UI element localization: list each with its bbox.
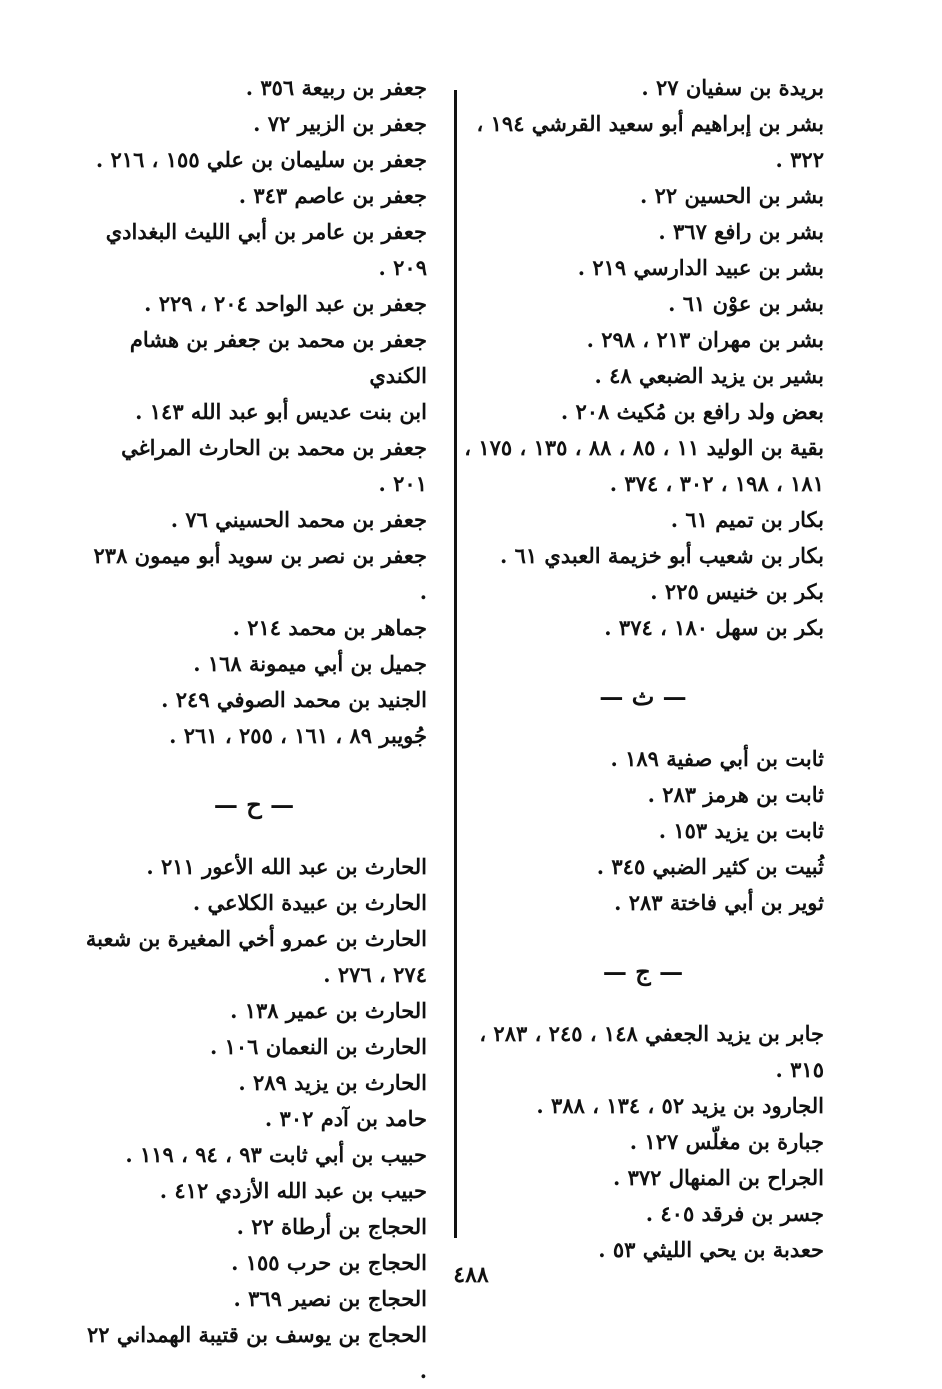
index-entry: بشر بن عبيد الدارسي ٢١٩ . xyxy=(577,255,824,280)
index-entry: بشر بن مهران ٢١٣ ، ٢٩٨ . xyxy=(586,327,824,352)
index-entry: الجارود بن يزيد ٥٢ ، ١٣٤ ، ٣٨٨ . xyxy=(536,1093,824,1118)
right-column xyxy=(462,70,824,1268)
section-header-jim: — ج — xyxy=(602,957,684,986)
index-entry: جسر بن فرقد ٤٠٥ . xyxy=(645,1201,824,1226)
index-entry: ثابت بن يزيد ١٥٣ . xyxy=(658,818,824,843)
index-entry: جعفر بن نصر بن سويد أبو ميمون ٢٣٨ . xyxy=(93,543,427,604)
index-entry: بقية بن الوليد ١١ ، ٨٥ ، ٨٨ ، ١٣٥ ، ١٧٥ ، ١٨١ ، ١٩٨ ، ٣٠٢ ، ٣٧٤ . xyxy=(464,435,824,496)
section-header-ha: — ح — xyxy=(213,790,295,819)
entry-list-tha xyxy=(462,741,824,921)
index-entry: بكر بن خنيس ٢٢٥ . xyxy=(650,579,824,604)
index-entry: الحارث بن عبد الله الأعور ٢١١ . xyxy=(146,854,427,879)
index-entry: الحارث بن يزيد ٢٨٩ . xyxy=(238,1070,427,1095)
entry-list-jim-cont xyxy=(81,70,427,754)
index-entry: جبارة بن مغلّس ١٢٧ . xyxy=(629,1129,824,1154)
column-divider xyxy=(454,90,457,1238)
index-entry: جعفر بن عامر بن أبي الليث البغدادي ٢٠٩ . xyxy=(105,219,427,280)
index-entry: حبيب بن أبي ثابت ٩٣ ، ٩٤ ، ١١٩ . xyxy=(125,1142,427,1167)
entry-list-jim xyxy=(462,1016,824,1268)
index-entry: حبيب بن عبد الله الأزدي ٤١٢ . xyxy=(159,1178,427,1203)
index-entry: الحارث بن عبيدة الكلاعي . xyxy=(192,890,427,915)
index-entry: ثابت بن هرمز ٢٨٣ . xyxy=(647,782,824,807)
index-entry: ثابت بن أبي صفية ١٨٩ . xyxy=(610,746,824,771)
index-entry: بكار بن شعيب أبو خزيمة العبدي ٦١ . xyxy=(499,543,824,568)
index-entry: ثُبيت بن كثير الضبي ٣٤٥ . xyxy=(596,854,824,879)
index-entry: جميل بن أبي ميمونة ١٦٨ . xyxy=(193,651,427,676)
index-entry: الحجاج بن نصير ٣٦٩ . xyxy=(233,1286,427,1311)
index-entry: بشر بن رافع ٣٦٧ . xyxy=(658,219,824,244)
index-entry: بكار بن تميم ٦١ . xyxy=(670,507,824,532)
index-entry: حعدبة بن يحي الليثي ٥٣ . xyxy=(598,1237,824,1262)
index-entry: جعفر بن محمد بن جعفر بن هشام الكندي xyxy=(129,327,427,388)
index-entry: الحارث بن عمير ١٣٨ . xyxy=(230,998,427,1023)
index-entry: جعفر بن محمد الحسيني ٧٦ . xyxy=(170,507,427,532)
index-entry: جُويبر ٨٩ ، ١٦١ ، ٢٥٥ ، ٢٦١ . xyxy=(169,723,427,748)
index-entry: جماهر بن محمد ٢١٤ . xyxy=(232,615,427,640)
index-entry: بعض ولد رافع بن مُكيث ٢٠٨ . xyxy=(560,399,824,424)
index-entry: بكر بن سهل ١٨٠ ، ٣٧٤ . xyxy=(604,615,824,640)
index-entry: حامد بن آدم ٣٠٢ . xyxy=(264,1106,427,1131)
index-entry: الحجاج بن يوسف بن قتيبة الهمداني ٢٢ . xyxy=(87,1322,427,1383)
page-number: ٤٨٨ xyxy=(453,1262,489,1288)
index-entry: ثوير بن أبي فاختة ٢٨٣ . xyxy=(614,890,824,915)
index-entry: جعفر بن عبد الواحد ٢٠٤ ، ٢٢٩ . xyxy=(144,291,427,316)
index-entry: بشر بن عوْن ٦١ . xyxy=(668,291,824,316)
index-entry: الحجاج بن حرب ١٥٥ . xyxy=(231,1250,427,1275)
index-entry: بريدة بن سفيان ٢٧ . xyxy=(641,75,824,100)
index-entry: بشر بن الحسين ٢٢ . xyxy=(640,183,824,208)
index-entry: الحارث بن عمرو أخي المغيرة بن شعبة ٢٧٤ ، ٢٧٦ . xyxy=(85,926,427,987)
index-entry: الحارث بن النعمان ١٠٦ . xyxy=(210,1034,427,1059)
index-entry: جعفر بن ربيعة ٣٥٦ . xyxy=(245,75,427,100)
index-entry: الجراح بن المنهال ٣٧٢ . xyxy=(612,1165,824,1190)
left-column xyxy=(81,70,427,1389)
entry-list-ha xyxy=(81,849,427,1389)
index-entry: جابر بن يزيد الجعفي ١٤٨ ، ٢٤٥ ، ٢٨٣ ، ٣١٥ . xyxy=(479,1021,824,1082)
entry-list-ba xyxy=(462,70,824,646)
index-entry: الجنيد بن محمد الصوفي ٢٤٩ . xyxy=(161,687,427,712)
index-entry: الحجاج بن أرطاة ٢٢ . xyxy=(236,1214,427,1239)
index-entry: بشير بن يزيد الضبعي ٤٨ . xyxy=(594,363,824,388)
index-entry: جعفر بن الزبير ٧٢ . xyxy=(253,111,427,136)
section-header-tha: — ث — xyxy=(599,682,687,711)
index-entry: جعفر بن عاصم ٣٤٣ . xyxy=(238,183,427,208)
index-entry: جعفر بن محمد بن الحارث المراغي ٢٠١ . xyxy=(121,435,427,496)
index-entry: ابن بنت عديس أبو عبد الله ١٤٣ . xyxy=(135,399,427,424)
index-entry: بشر بن إبراهيم أبو سعيد القرشي ١٩٤ ، ٣٢٢ . xyxy=(476,111,824,172)
index-entry: جعفر بن سليمان بن علي ١٥٥ ، ٢١٦ . xyxy=(95,147,427,172)
